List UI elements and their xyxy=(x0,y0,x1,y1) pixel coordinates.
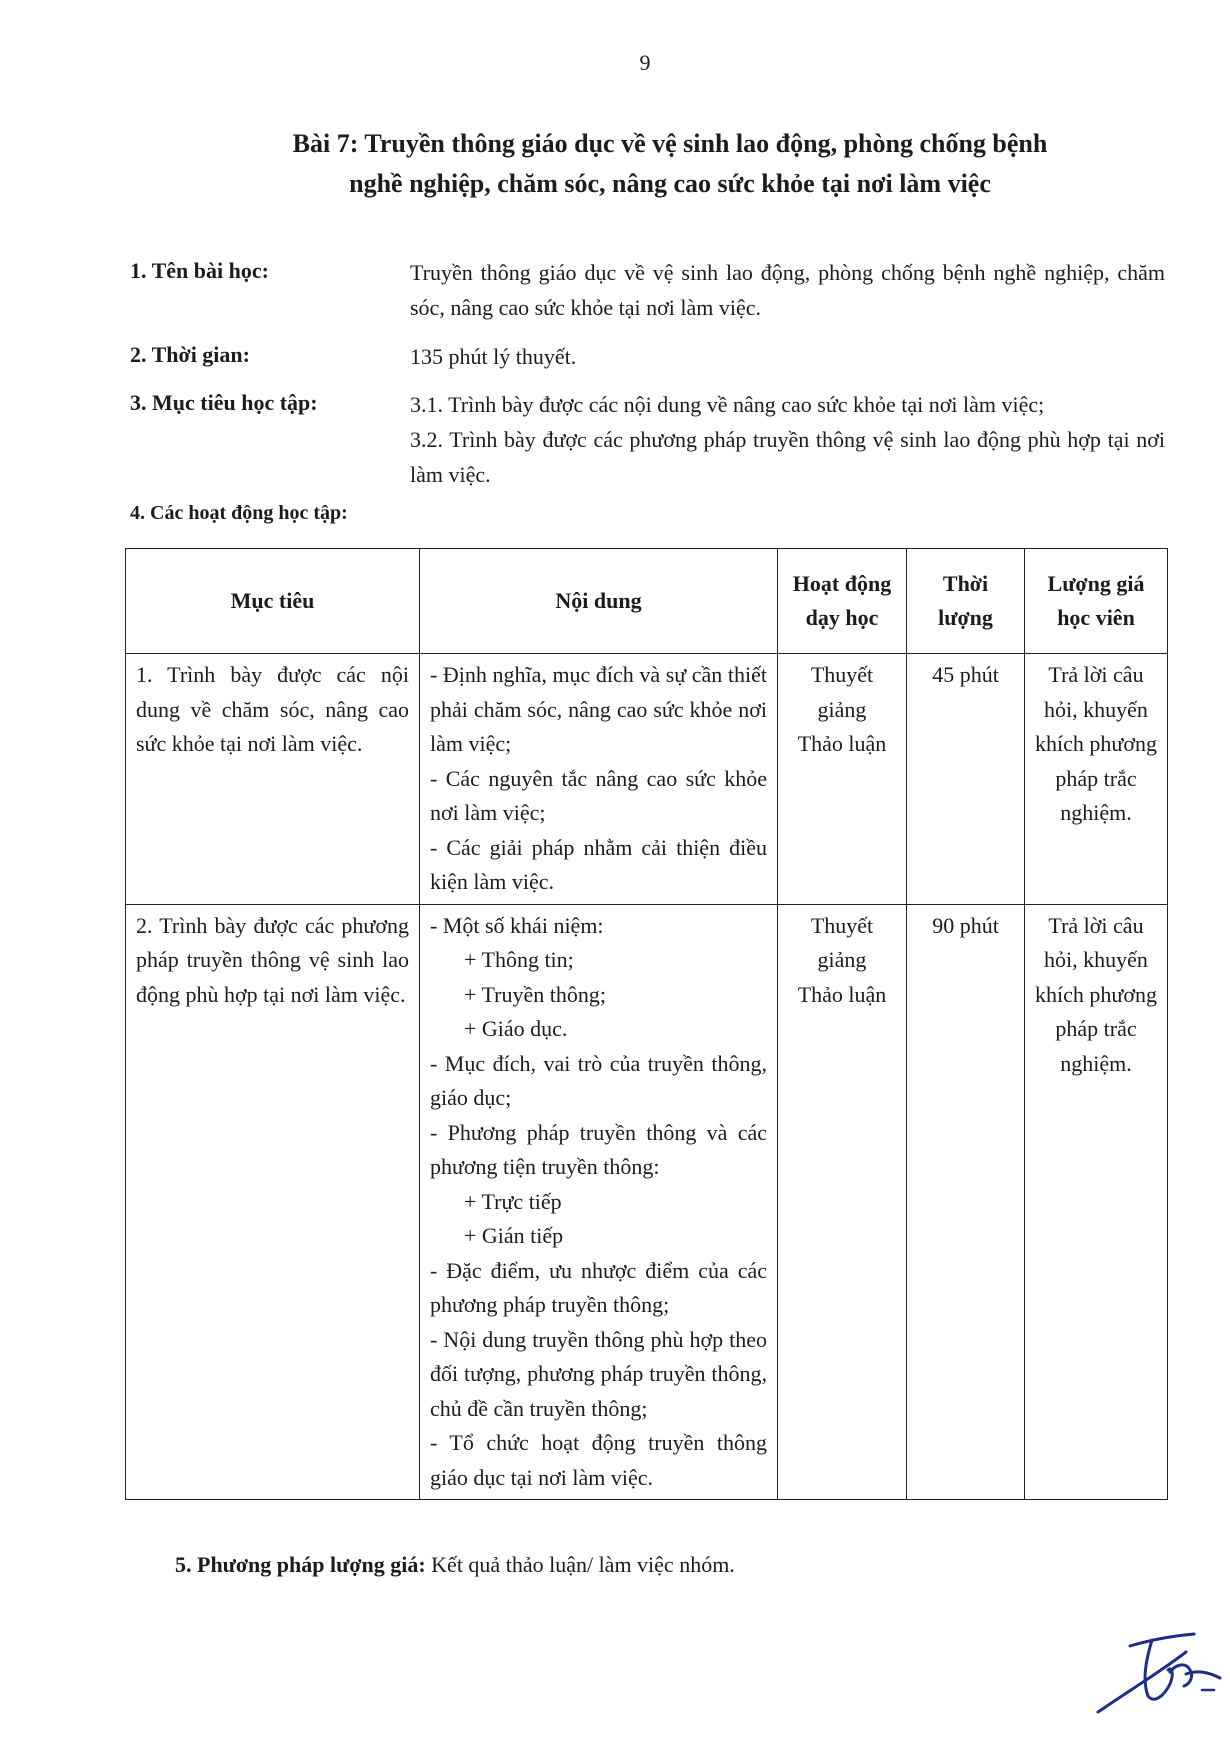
table-row xyxy=(126,904,1168,1500)
content-item: - Các giải pháp nhằm cải thiện điều kiện làm việc. xyxy=(430,834,767,894)
evaluation-method xyxy=(175,1552,735,1578)
objective-item: 3.1. Trình bày được các nội dung về nâng cao sức khỏe tại nơi làm việc; xyxy=(410,392,1045,417)
signature-mark xyxy=(1090,1600,1230,1720)
activity-item: Thuyết giảng xyxy=(810,912,874,972)
row-activity xyxy=(778,904,907,1500)
evaluation-value: Kết quả thảo luận/ làm việc nhóm. xyxy=(431,1552,735,1577)
content-subitem: + Giáo dục. xyxy=(464,1016,568,1041)
header-assessment: Lượng giá học viên xyxy=(1025,549,1168,654)
content-item: - Các nguyên tắc nâng cao sức khỏe nơi làm việc; xyxy=(430,765,767,825)
objective-item: 3.2. Trình bày được các phương pháp truyền thông vệ sinh lao động phù hợp tại nơi làm việc. xyxy=(410,427,1165,487)
lesson-title xyxy=(200,124,1140,204)
row-content xyxy=(420,654,778,905)
objectives-list xyxy=(410,387,1165,492)
evaluation-label: 5. Phương pháp lượng giá: xyxy=(175,1552,426,1577)
content-subitem: + Trực tiếp xyxy=(464,1188,562,1214)
activity-item: Thảo luận xyxy=(797,731,887,756)
content-item: - Phương pháp truyền thông và các phương tiện truyền thông: xyxy=(430,1119,767,1179)
content-item: - Nội dung truyền thông phù hợp theo đối tượng, phương pháp truyền thông, chủ đề cần truyền thông; xyxy=(430,1326,767,1421)
content-subitem: + Thông tin; xyxy=(464,947,574,972)
content-item: - Đặc điểm, ưu nhược điểm của các phương pháp truyền thông; xyxy=(430,1257,767,1317)
content-item: - Một số khái niệm: xyxy=(430,912,604,938)
row-assessment: Trả lời câu hỏi, khuyến khích phương pháp trắc nghiệm. xyxy=(1025,654,1168,905)
content-item: - Tổ chức hoạt động truyền thông giáo dục tại nơi làm việc. xyxy=(430,1430,767,1490)
header-objective: Mục tiêu xyxy=(126,549,420,654)
row-duration: 45 phút xyxy=(907,654,1025,905)
row-objective: 1. Trình bày được các nội dung về chăm sóc, nâng cao sức khỏe tại nơi làm việc. xyxy=(126,654,420,905)
activities-table xyxy=(125,548,1168,1500)
table-header-row xyxy=(126,549,1168,654)
content-item: - Định nghĩa, mục đích và sự cần thiết phải chăm sóc, nâng cao sức khỏe nơi làm việc; xyxy=(430,662,767,756)
objectives-label: 3. Mục tiêu học tập: xyxy=(130,390,318,415)
header-duration: Thời lượng xyxy=(907,549,1025,654)
lesson-name-label: 1. Tên bài học: xyxy=(130,258,269,283)
header-activity: Hoạt động dạy học xyxy=(778,549,907,654)
duration-value: 135 phút lý thuyết. xyxy=(410,344,577,369)
row-duration: 90 phút xyxy=(907,904,1025,1500)
content-item: - Mục đích, vai trò của truyền thông, giáo dục; xyxy=(430,1050,767,1110)
lesson-title-line-1: Bài 7: Truyền thông giáo dục về vệ sinh lao động, phòng chống bệnh xyxy=(292,129,1048,158)
content-subitem: + Gián tiếp xyxy=(464,1223,564,1248)
row-activity xyxy=(778,654,907,905)
lesson-title-line-2: nghề nghiệp, chăm sóc, nâng cao sức khỏe tại nơi làm việc xyxy=(349,169,991,198)
row-content xyxy=(420,904,778,1500)
row-assessment: Trả lời câu hỏi, khuyến khích phương pháp trắc nghiệm. xyxy=(1025,904,1168,1500)
header-content: Nội dung xyxy=(420,549,778,654)
activity-item: Thảo luận xyxy=(797,981,887,1007)
row-objective: 2. Trình bày được các phương pháp truyền thông vệ sinh lao động phù hợp tại nơi làm việc. xyxy=(126,904,420,1500)
activity-item: Thuyết giảng xyxy=(810,662,874,722)
activities-label: 4. Các hoạt động học tập: xyxy=(130,502,348,524)
table-row xyxy=(126,654,1168,905)
page-number: 9 xyxy=(639,50,651,75)
lesson-name-value: Truyền thông giáo dục về vệ sinh lao động, phòng chống bệnh nghề nghiệp, chăm sóc, nâng cao sức khỏe tại nơi làm việc. xyxy=(410,260,1165,320)
duration-label: 2. Thời gian: xyxy=(130,342,250,367)
content-subitem: + Truyền thông; xyxy=(464,981,606,1007)
